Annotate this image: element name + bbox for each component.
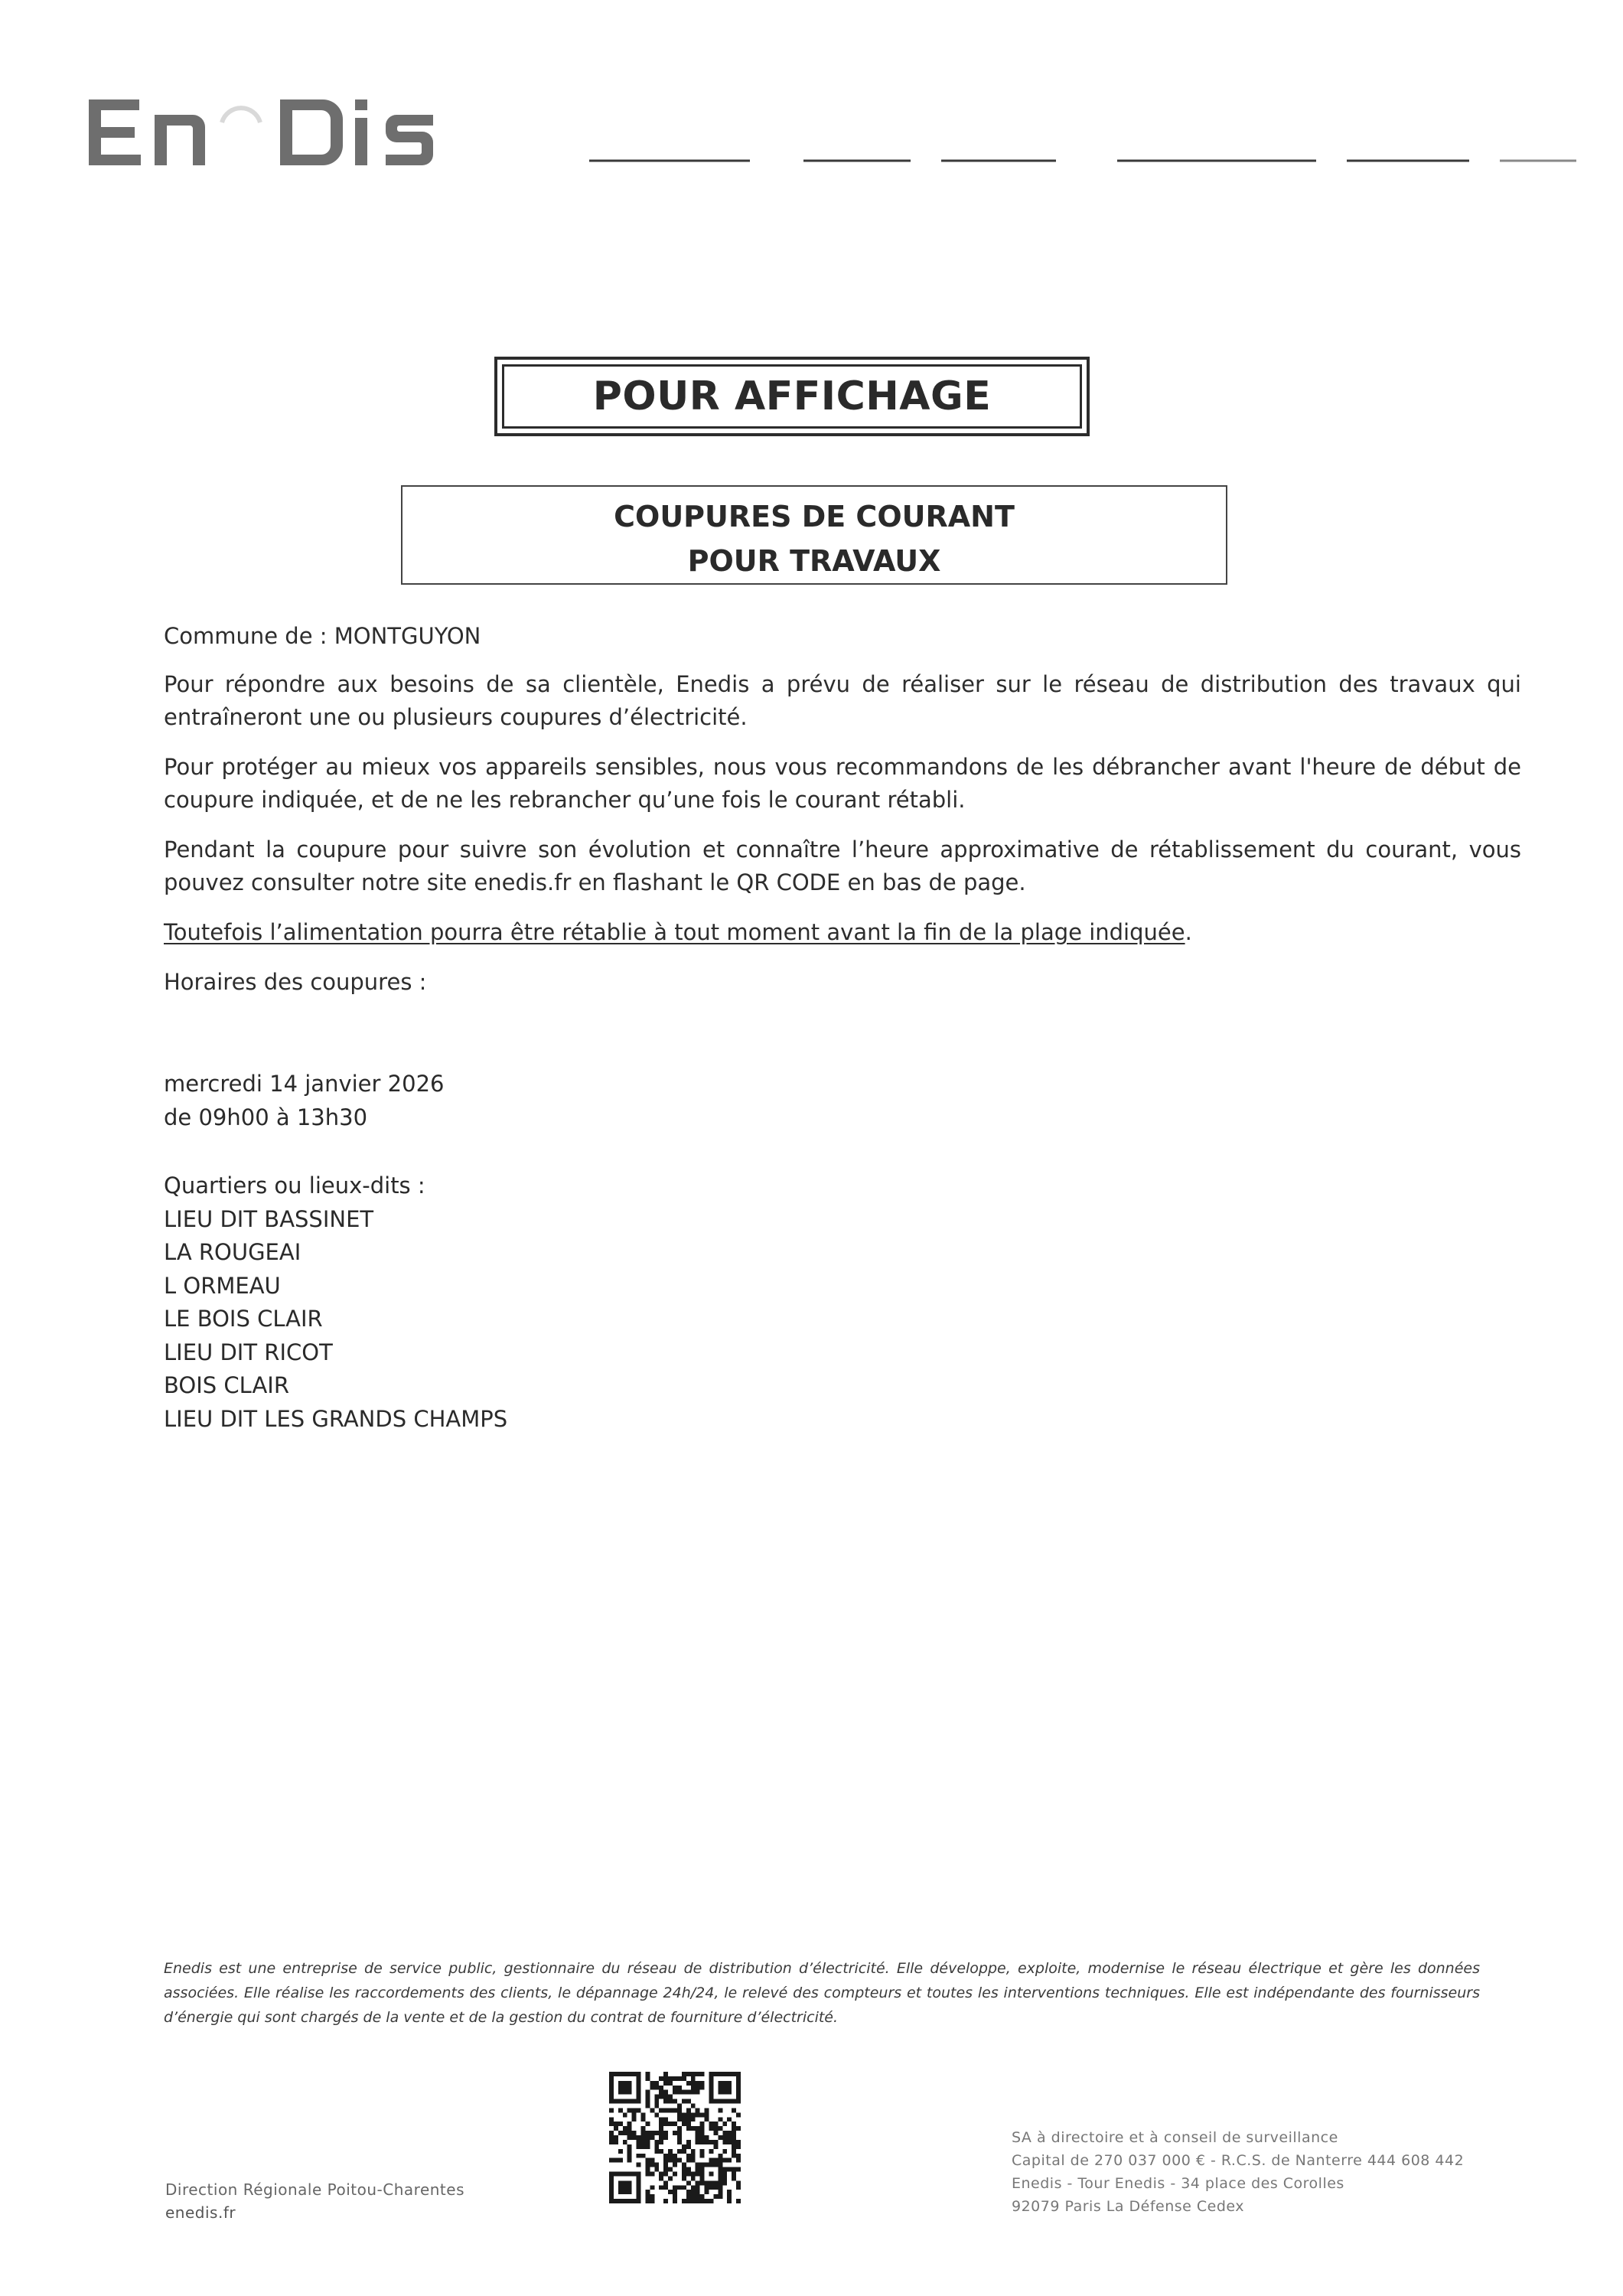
legal-line: 92079 Paris La Défense Cedex [1012,2198,1245,2215]
schedule-label: Horaires des coupures : [164,969,427,995]
warning-period: . [1185,919,1192,945]
warning-text: Toutefois l’alimentation pourra être rétablie à tout moment avant la fin de la plage indiquée [164,919,1185,945]
location-item: L ORMEAU [164,1272,281,1299]
commune-line: Commune de : MONTGUYON [164,623,481,649]
notice-body [164,620,1521,999]
header-decorative-line [582,157,1584,165]
paragraph-intro: Pour répondre aux besoins de sa clientèle, Enedis a prévu de réaliser sur le réseau de distribution des travaux qui entraîneront une ou plusieurs coupures d’électricité. [164,671,1521,730]
pour-affichage-frame [494,357,1090,436]
locations-list [164,1169,507,1436]
paragraph-recommendation: Pour protéger au mieux vos appareils sensibles, nous vous recommandons de les débrancher avant l'heure de début de coupure indiquée, et de ne les rebrancher qu’une fois le courant rétabli. [164,754,1521,813]
schedule-date: mercredi 14 janvier 2026 [164,1071,445,1097]
footer-disclaimer: Enedis est une entreprise de service public, gestionnaire du réseau de distribution d’électricité. Elle développe, exploite, modernise le réseau électrique et gère les données associées. Elle réalise les raccordements des clients, le dépannage 24h/24, le relevé des compteurs et toutes les interventions techniques. Elle est indépendante des fournisseurs d’énergie qui sont chargés de la vente et de la gestion du contrat de fourniture d’électricité. [164,1960,1480,2026]
paragraph-tracking: Pendant la coupure pour suivre son évolution et connaître l’heure approximative de rétablissement du courant, vous pouvez consulter notre site enedis.fr en flashant le QR CODE en bas de page. [164,837,1521,895]
notice-title-line1: COUPURES DE COURANT [614,500,1015,533]
pour-affichage-label: POUR AFFICHAGE [502,364,1082,429]
locations-label: Quartiers ou lieux-dits : [164,1172,425,1199]
regional-direction: Direction Régionale Poitou-Charentes [165,2180,464,2199]
footer-left [165,2178,464,2224]
schedule-block [164,1067,444,1134]
legal-line: Enedis - Tour Enedis - 34 place des Corolles [1012,2175,1344,2192]
legal-line: SA à directoire et à conseil de surveillance [1012,2129,1338,2146]
location-item: LE BOIS CLAIR [164,1306,323,1332]
location-item: LIEU DIT BASSINET [164,1205,374,1232]
enedis-logo [86,92,445,176]
notice-title-line2: POUR TRAVAUX [687,544,941,578]
website-link[interactable]: enedis.fr [165,2203,236,2222]
warning-line [164,916,1521,949]
notice-title-box [401,485,1227,585]
location-item: LIEU DIT RICOT [164,1339,333,1365]
schedule-time: de 09h00 à 13h30 [164,1104,368,1130]
location-item: BOIS CLAIR [164,1372,290,1398]
legal-info [1012,2126,1464,2218]
location-item: LIEU DIT LES GRANDS CHAMPS [164,1405,508,1432]
location-item: LA ROUGEAI [164,1239,301,1265]
qr-code-icon[interactable] [609,2072,741,2203]
legal-line: Capital de 270 037 000 € - R.C.S. de Nanterre 444 608 442 [1012,2152,1465,2169]
